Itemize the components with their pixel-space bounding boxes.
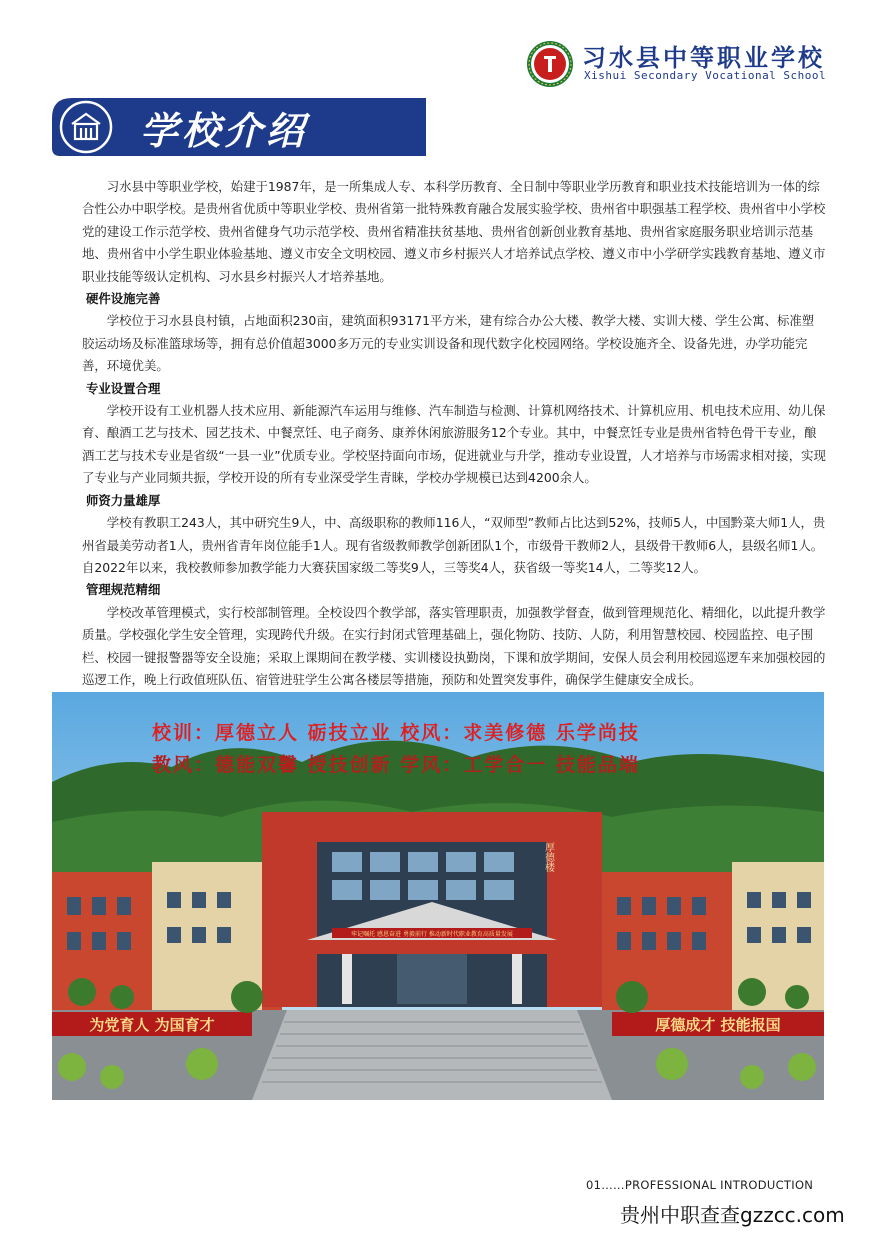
majors-text: 学校开设有工业机器人技术应用、新能源汽车运用与维修、汽车制造与检测、计算机网络技术、计算机应用、机电技术应用、幼儿保育、酿酒工艺与技术、园艺技术、中餐烹饪、电子商务、康养休闲旅游服务12个专业。其中，中餐烹饪专业是贵州省特色骨干专业，酿酒工艺与技术专业是省级“一县一业”优质专业。学校坚持面向市场，促进就业与升学，推动专业设置，人才培养与市场需求相对接，实现了专业与产业同频共振，学校开设的所有专业深受学生青睐，学校办学规模已达到4200余人。: [82, 403, 826, 486]
wall-slogan-left: 为党育人 为国育才: [89, 1016, 215, 1034]
motto-line-1: 校训：厚德立人 砺技立业 校风：求美修德 乐学尚技: [152, 722, 640, 744]
faculty-text: 学校有教职工243人，其中研究生9人，中、高级职称的教师116人，“双师型”教师占比达到52%，技师5人，中国黔菜大师1人，贵州省最美劳动者1人，贵州省青年岗位能手1人。现有省级教师教学创新团队1个，市级骨干教师2人，县级骨干教师6人，县级名师1人。自2022年以来，我校教师参加教学能力大赛获国家级二等奖9人，三等奖4人，获省级一等奖14人，二等奖12人。: [82, 515, 826, 575]
intro-paragraph: [82, 176, 826, 288]
page-title: 学校介绍: [140, 109, 309, 153]
site-watermark: 贵州中职查查gzzcc.com: [620, 1203, 845, 1227]
section-heading-majors: 专业设置合理: [86, 380, 161, 396]
facilities-text: 学校位于习水县良村镇，占地面积230亩，建筑面积93171平方米，建有综合办公大楼、教学大楼、实训大楼、学生公寓、标准塑胶运动场及标准篮球场等，拥有总价值超3000多万元的专业实训设备和现代数字化校园网络。学校设施齐全、设备先进，办学功能完善，环境优美。: [82, 313, 815, 374]
entrance-red-banner: 牢记嘱托 感恩奋进 勇毅前行 推动新时代职业教育高质量发展: [351, 931, 513, 938]
body-text: [82, 176, 826, 691]
intro-text: 习水县中等职业学校，始建于1987年，是一所集成人专、本科学历教育、全日制中等职业学历教育和职业技术技能培训为一体的综合性公办中职学校。是贵州省优质中等职业学校、贵州省第一批特殊教育融合发展实验学校、贵州省中职强基工程学校、贵州省中小学校党的建设工作示范学校、贵州省健身气功示范学校、贵州省精准扶贫基地、贵州省创新创业教育基地、贵州省家庭服务职业培训示范基地、贵州省中小学生职业体验基地、遵义市安全文明校园、遵义市乡村振兴人才培养试点学校、遵义市中小学研学实践教育基地、遵义市职业技能等级认定机构、习水县乡村振兴人才培养基地。: [82, 179, 826, 284]
campus-photo: [52, 692, 824, 1100]
section-heading-facilities: 硬件设施完善: [86, 291, 161, 307]
section-text-majors: [82, 400, 826, 490]
wall-slogan-right: 厚德成才 技能报国: [655, 1016, 781, 1034]
building-sign: 厚德楼: [542, 842, 554, 872]
motto-line-2: 教风：德能双馨 授技创新 学风：工学合一 技能品端: [152, 754, 640, 776]
school-name-english: Xishui Secondary Vocational School: [584, 69, 827, 82]
management-text: 学校改革管理模式，实行校部制管理。全校设四个教学部，落实管理职责，加强教学督查，做到管理规范化、精细化，以此提升教学质量。学校强化学生安全管理，实现跨代升级。在实行封闭式管理基础上，强化物防、技防、人防，利用智慧校园、校园监控、电子围栏、校园一键报警器等安全设施；采取上课期间在教学楼、实训楼设执勤岗，下课和放学期间，安保人员会利用校园巡逻车来加强校园的巡逻工作，晚上行政值班队伍、宿管进驻学生公寓各楼层等措施，预防和处置突发事件，确保学生健康安全成长。: [82, 604, 826, 687]
school-name-chinese: 习水县中等职业学校: [582, 43, 825, 72]
footer-page-label: 01……PROFESSIONAL INTRODUCTION: [586, 1178, 814, 1192]
section-text-management: [82, 602, 826, 692]
school-emblem-icon: [526, 40, 574, 88]
section-text-facilities: [82, 310, 826, 377]
page-header: [0, 0, 880, 110]
section-heading-faculty: 师资力量雄厚: [86, 492, 161, 508]
section-text-faculty: [82, 512, 826, 579]
section-heading-management: 管理规范精细: [86, 582, 161, 598]
